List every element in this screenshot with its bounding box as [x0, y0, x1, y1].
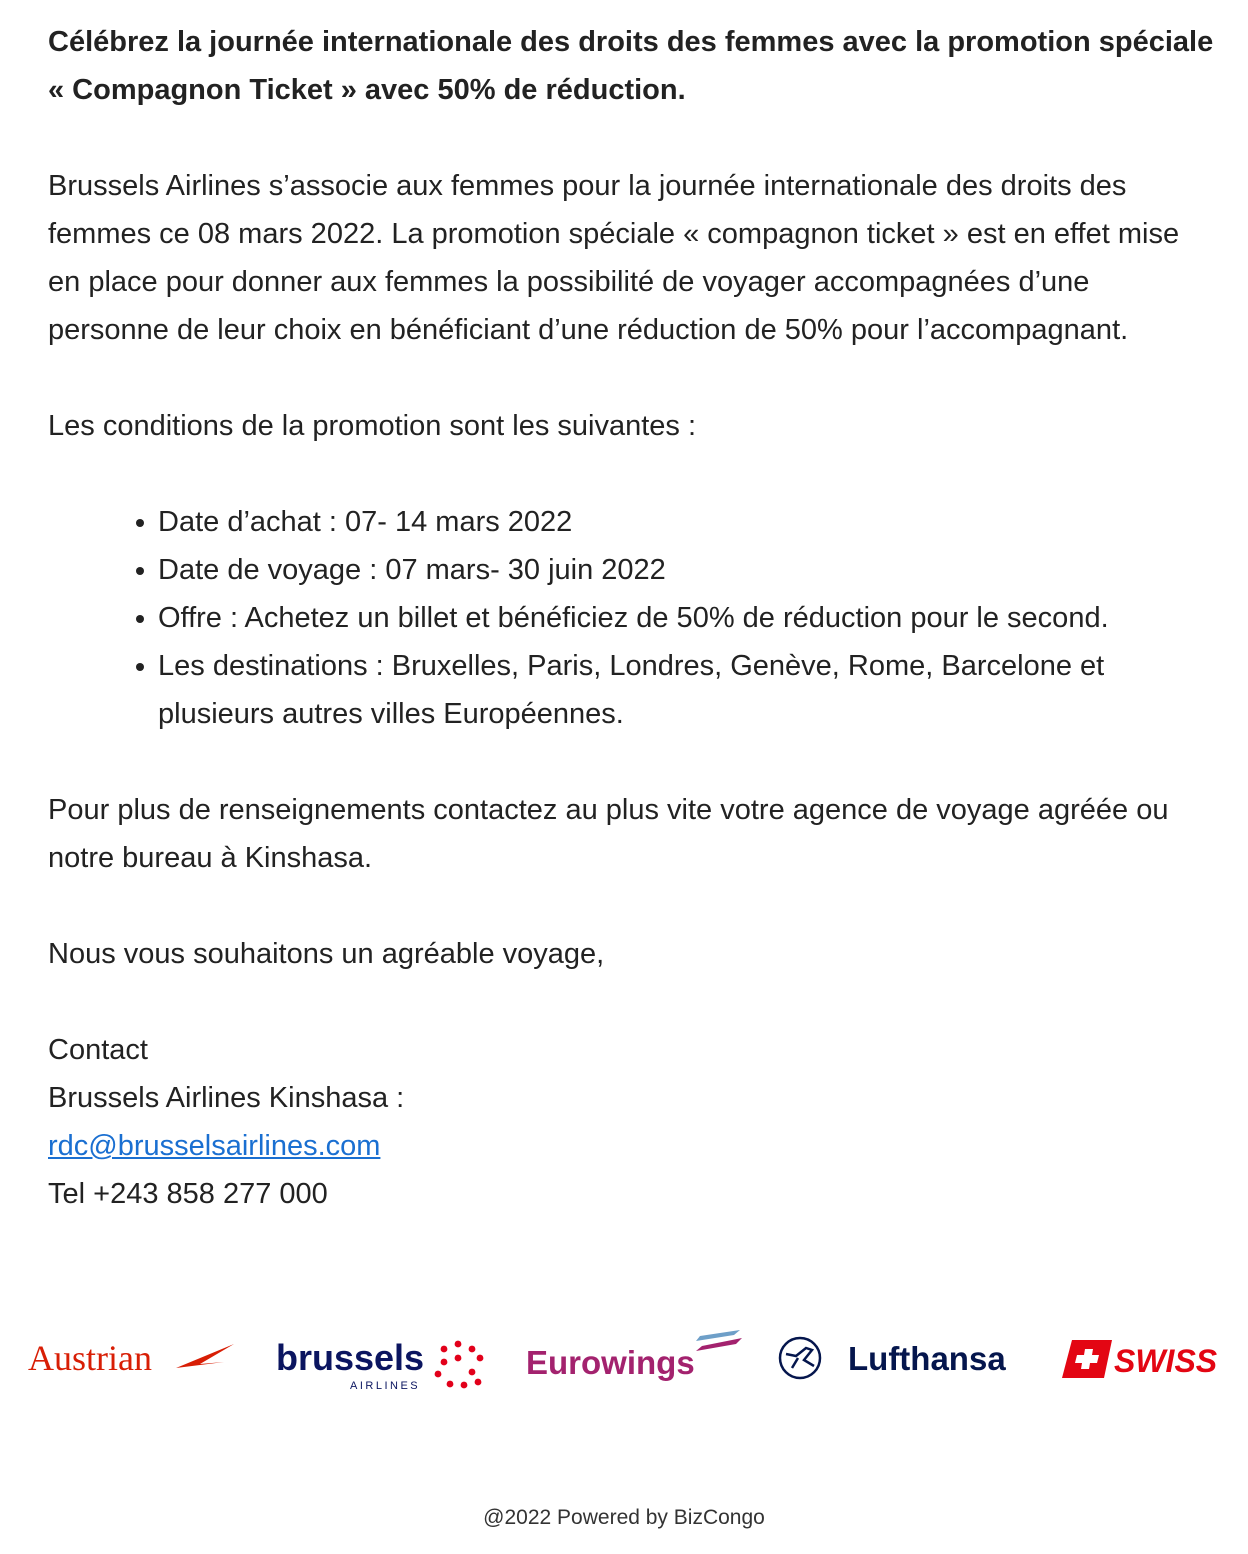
closing-paragraph: Nous vous souhaitons un agréable voyage, [48, 938, 605, 970]
conditions-list [48, 498, 1218, 738]
swiss-wordmark: SWISS [1114, 1343, 1218, 1379]
airline-logos [0, 1320, 1248, 1400]
headline: Célébrez la journée internationale des droits des femmes avec la promotion spéciale « Compagnon Ticket » avec 50% de réduction. [48, 26, 1214, 106]
condition-item: Date d’achat : 07- 14 mars 2022 [158, 498, 1218, 546]
contact-office: Brussels Airlines Kinshasa : [48, 1082, 405, 1114]
eurowings-wing-icon [696, 1330, 742, 1351]
brussels-logo [272, 1320, 492, 1400]
eurowings-logo [524, 1320, 746, 1400]
brussels-subtitle: AIRLINES [350, 1380, 421, 1392]
contact-phone: Tel +243 858 277 000 [48, 1178, 328, 1210]
contact-email-link[interactable]: rdc@brusselsairlines.com [48, 1130, 381, 1162]
condition-item: Offre : Achetez un billet et bénéficiez de 50% de réduction pour le second. [158, 594, 1218, 642]
condition-item: Les destinations : Bruxelles, Paris, Londres, Genève, Rome, Barcelone et plusieurs autres villes Européennes. [158, 642, 1218, 738]
info-paragraph: Pour plus de renseignements contactez au plus vite votre agence de voyage agréée ou notre bureau à Kinshasa. [48, 794, 1169, 874]
email-body [48, 18, 1218, 1218]
conditions-intro: Les conditions de la promotion sont les suivantes : [48, 410, 697, 442]
swiss-logo [1058, 1320, 1234, 1400]
contact-block [48, 1026, 1218, 1218]
lufthansa-crane-icon [780, 1338, 820, 1378]
intro-paragraph: Brussels Airlines s’associe aux femmes pour la journée internationale des droits des femmes ce 08 mars 2022. La promotion spéciale « compagnon ticket » est en effet mise en place pour donner aux femmes la possibilité de voyager accompagnées d’une personne de leur choix en bénéficiant d’une réduction de 50% pour l’accompagnant. [48, 170, 1180, 346]
contact-title: Contact [48, 1034, 148, 1066]
footer-text: @2022 Powered by BizCongo [483, 1506, 765, 1529]
swiss-cross-icon [1062, 1340, 1112, 1378]
austrian-logo [24, 1320, 240, 1400]
brussels-wordmark: brussels [276, 1337, 425, 1378]
austrian-wordmark: Austrian [28, 1338, 152, 1378]
austrian-arrow-icon [176, 1344, 234, 1368]
contact-email-line [48, 1122, 1218, 1170]
lufthansa-logo [776, 1320, 1030, 1400]
lufthansa-wordmark: Lufthansa [848, 1340, 1006, 1377]
eurowings-wordmark: Eurowings [526, 1344, 695, 1381]
brussels-dots-icon [435, 1341, 484, 1389]
condition-item: Date de voyage : 07 mars- 30 juin 2022 [158, 546, 1218, 594]
